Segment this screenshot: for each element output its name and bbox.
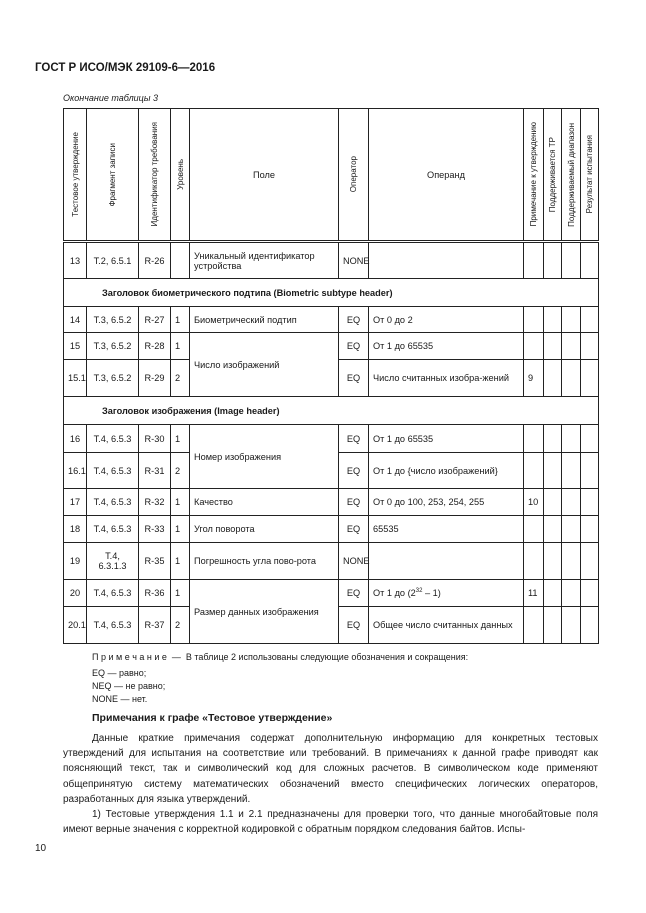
- table-row: 13 Т.2, 6.5.1 R-26 Уникальный идентификатор устройства NONE: [64, 242, 599, 279]
- col-header: Оператор: [339, 109, 369, 242]
- table-row: 15.1 Т.3, 6.5.2 R-29 2 EQ Число считанных изобра-жений 9: [64, 360, 599, 397]
- table-row: 16 Т.4, 6.5.3 R-30 1 Номер изображения EQ От 1 до 65535: [64, 425, 599, 453]
- section-title: Примечания к графе «Тестовое утверждение»: [92, 712, 333, 724]
- note-line: EQ — равно;: [92, 668, 147, 678]
- col-header: Примечание к утверждению: [524, 109, 544, 242]
- page-number: 10: [35, 843, 47, 854]
- table-row: 18 Т.4, 6.5.3 R-33 1 Угол поворота EQ 65535: [64, 516, 599, 543]
- section-row: Заголовок изображения (Image header): [64, 397, 599, 425]
- table-row: 17 Т.4, 6.5.3 R-32 1 Качество EQ От 0 до 100, 253, 254, 255 10: [64, 489, 599, 516]
- col-header: Поддерживаемый диапазон: [562, 109, 581, 242]
- table-row: 20.1 Т.4, 6.5.3 R-37 2 EQ Общее число считанных данных: [64, 607, 599, 644]
- col-header: Поле: [190, 109, 339, 242]
- table-row: 16.1 Т.4, 6.5.3 R-31 2 EQ От 1 до {число изображений}: [64, 453, 599, 489]
- col-header: Поддерживается ТР: [544, 109, 562, 242]
- col-header: Результат испытания: [581, 109, 599, 242]
- table-row: 15 Т.3, 6.5.2 R-28 1 Число изображений EQ От 1 до 65535: [64, 333, 599, 360]
- table-note: П р и м е ч а н и е — В таблице 2 использованы следующие обозначения и сокращения:: [92, 652, 469, 662]
- note-line: NEQ — не равно;: [92, 681, 166, 691]
- note-line: NONE — нет.: [92, 694, 148, 704]
- col-header: Тестовое утверждение: [64, 109, 87, 242]
- table-row: 19 Т.4, 6.3.1.3 R-35 1 Погрешность угла пово-рота NONE: [64, 543, 599, 580]
- test-assertions-table: [63, 108, 599, 644]
- table-caption: Окончание таблицы 3: [63, 93, 158, 103]
- standard-header: ГОСТ Р ИСО/МЭК 29109-6—2016: [35, 62, 216, 74]
- col-header: Идентификатор требования: [139, 109, 171, 242]
- col-header: Уровень: [171, 109, 190, 242]
- paragraph: 1) Тестовые утверждения 1.1 и 2.1 предназначены для проверки того, что данные многобайтовые поля имеют верные значения с корректной кодировкой с обратным порядком следования байтов. Испы-: [63, 809, 598, 836]
- col-header: Фрагмент записи: [87, 109, 139, 242]
- body-text: [63, 731, 598, 837]
- paragraph: Данные краткие примечания содержат дополнительную информацию для конкретных тестовых утверждений для испытания на соответствие или требований. В примечаниях к данной графе приводят как поясняющий текст, так и символический код для сложных расчетов. В символическом коде применяют общепринятую систему математических обозначений вместо специфических логических операторов, разработанных для языка утверждений.: [63, 733, 598, 805]
- table-row: 14 Т.3, 6.5.2 R-27 1 Биометрический подтип EQ От 0 до 2: [64, 307, 599, 333]
- col-header: Операнд: [369, 109, 524, 242]
- table-row: 20 Т.4, 6.5.3 R-36 1 Размер данных изображения EQ От 1 до $(2^{32} - 1)$ 11: [64, 580, 599, 607]
- section-row: Заголовок биометрического подтипа (Biometric subtype header): [64, 279, 599, 307]
